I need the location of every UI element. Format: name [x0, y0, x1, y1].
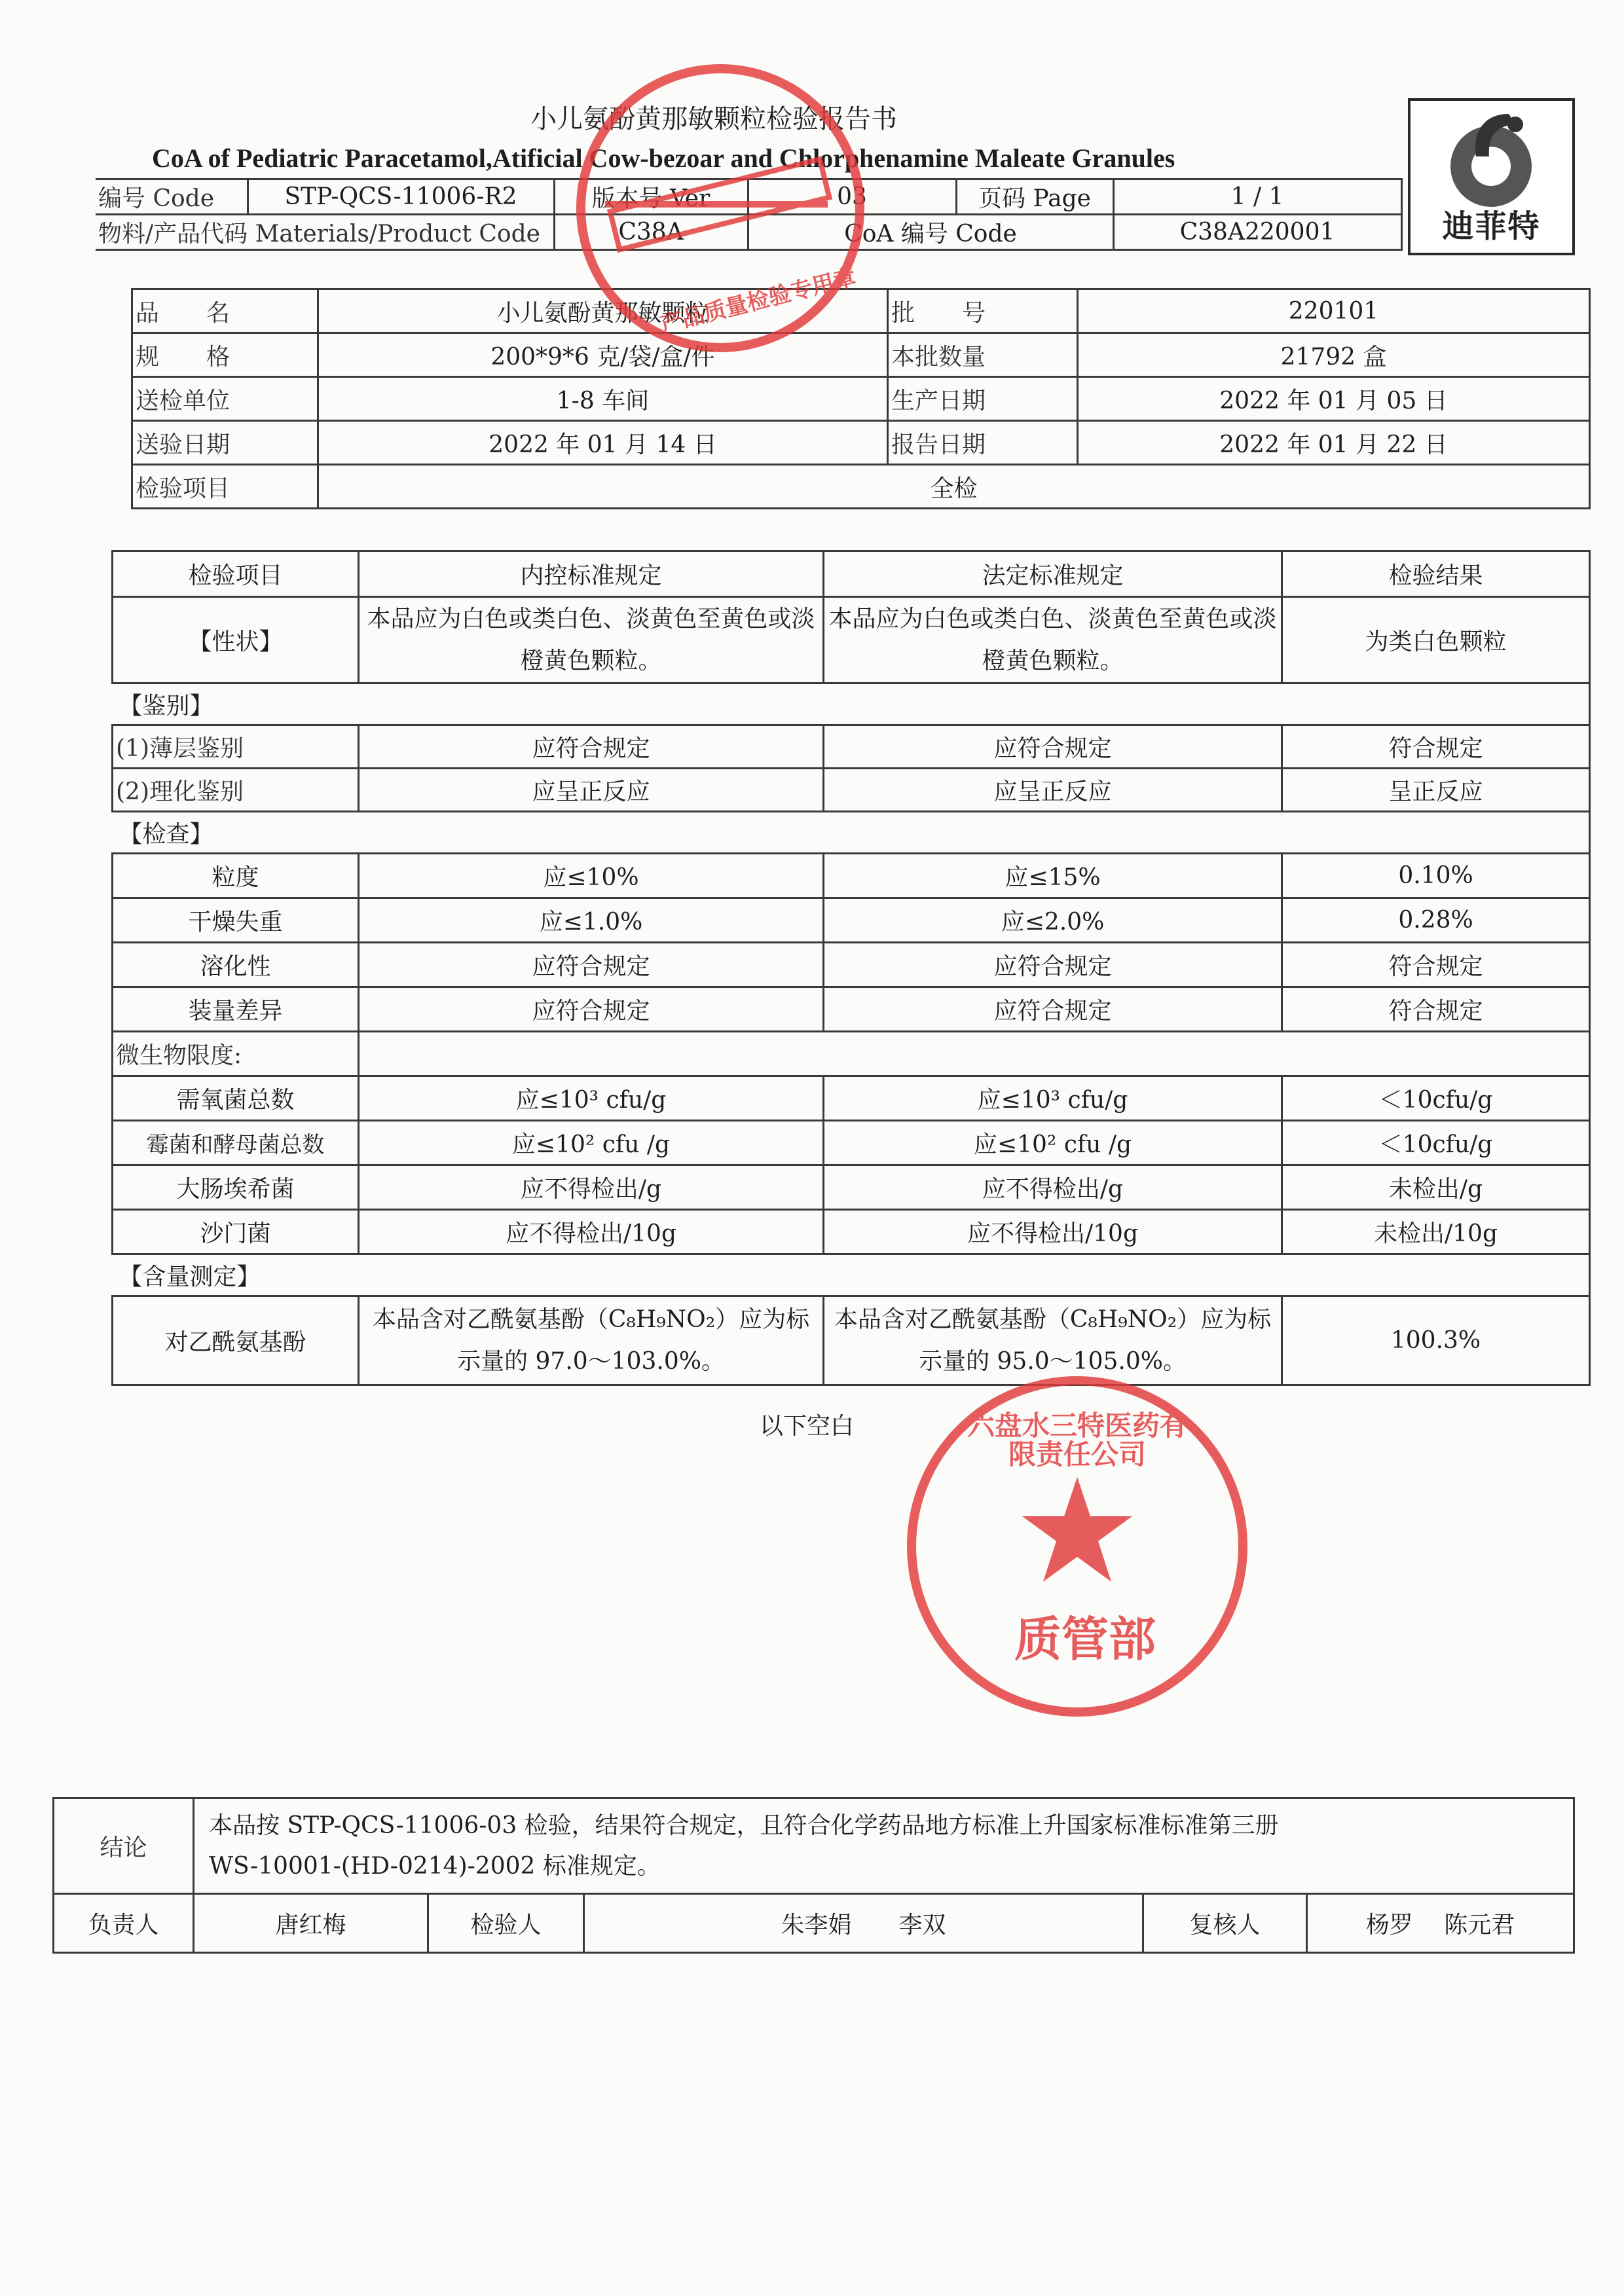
items-label: 检验项目 [132, 465, 318, 509]
logo-mark-icon [1411, 101, 1572, 212]
check-internal: 应≤1.0% [359, 898, 824, 943]
check-legal: 应≤15% [824, 854, 1282, 898]
check-result: 0.28% [1282, 898, 1590, 943]
table-row [113, 1210, 1590, 1254]
check-item: 干燥失重 [113, 898, 359, 943]
check-item: 装量差异 [113, 987, 359, 1032]
responsible-name: 唐红梅 [194, 1894, 428, 1953]
ver-label: 版本号 Ver [554, 179, 748, 215]
table-row [113, 898, 1590, 943]
company-logo [1408, 98, 1575, 255]
identify-item: (1)薄层鉴别 [113, 725, 359, 769]
qty-value: 21792 盒 [1078, 333, 1590, 377]
coa-label: CoA 编号 Code [748, 215, 1113, 250]
reviewer-label: 复核人 [1143, 1894, 1307, 1953]
table-row [113, 1076, 1590, 1121]
company-seal-arc-text: 六盘水三特医药有限责任公司 [967, 1410, 1187, 1470]
micro-internal: 应≤10² cfu /g [359, 1121, 824, 1165]
conclusion-label: 结论 [54, 1798, 194, 1894]
col-header-result: 检验结果 [1282, 551, 1590, 597]
reviewer-names: 杨罗 陈元君 [1307, 1894, 1574, 1953]
code-label: 编号 Code [96, 179, 248, 215]
micro-legal: 应不得检出/g [824, 1165, 1282, 1210]
prod-date-label: 生产日期 [888, 377, 1078, 421]
micro-legal: 应≤10² cfu /g [824, 1121, 1282, 1165]
appearance-internal: 本品应为白色或类白色、淡黄色至黄色或淡橙黄色颗粒。 [359, 597, 824, 683]
col-header-legal: 法定标准规定 [824, 551, 1282, 597]
micro-internal: 应不得检出/10g [359, 1210, 824, 1254]
items-value: 全检 [318, 465, 1590, 509]
check-legal: 应符合规定 [824, 943, 1282, 987]
blank-note: 以下空白 [760, 1413, 855, 1440]
identify-legal: 应符合规定 [824, 725, 1282, 769]
check-result: 0.10% [1282, 854, 1590, 898]
col-header-internal: 内控标准规定 [359, 551, 824, 597]
table-row [113, 1165, 1590, 1210]
inspector-label: 检验人 [428, 1894, 584, 1953]
send-date-label: 送验日期 [132, 421, 318, 465]
identify-internal: 应呈正反应 [359, 769, 824, 812]
batch-value: 220101 [1078, 289, 1590, 333]
identify-legal: 应呈正反应 [824, 769, 1282, 812]
check-legal: 应符合规定 [824, 987, 1282, 1032]
material-value: C38A [554, 215, 748, 250]
identify-result: 符合规定 [1282, 725, 1590, 769]
micro-internal: 应≤10³ cfu/g [359, 1076, 824, 1121]
results-table [111, 550, 1591, 1386]
unit-label: 送检单位 [132, 377, 318, 421]
batch-label: 批 号 [888, 289, 1078, 333]
micro-result: ＜10cfu/g [1282, 1076, 1590, 1121]
micro-legal: 应≤10³ cfu/g [824, 1076, 1282, 1121]
prod-date-value: 2022 年 01 月 05 日 [1078, 377, 1590, 421]
unit-value: 1-8 车间 [318, 377, 888, 421]
company-seal-stamp [907, 1376, 1247, 1717]
appearance-legal: 本品应为白色或类白色、淡黄色至黄色或淡橙黄色颗粒。 [824, 597, 1282, 683]
spec-value: 200*9*6 克/袋/盒/件 [318, 333, 888, 377]
assay-result: 100.3% [1282, 1296, 1590, 1385]
responsible-label: 负责人 [54, 1894, 194, 1953]
check-internal: 应符合规定 [359, 987, 824, 1032]
check-item: 溶化性 [113, 943, 359, 987]
page-label: 页码 Page [956, 179, 1113, 215]
product-info-table [131, 288, 1591, 509]
inspection-seal-text: 产品质量检验专用章 [657, 264, 859, 338]
micro-result: ＜10cfu/g [1282, 1121, 1590, 1165]
micro-item: 沙门菌 [113, 1210, 359, 1254]
micro-item: 大肠埃希菌 [113, 1165, 359, 1210]
report-date-value: 2022 年 01 月 22 日 [1078, 421, 1590, 465]
col-header-item: 检验项目 [113, 551, 359, 597]
conclusion-text [194, 1798, 1574, 1894]
page-value: 1 / 1 [1113, 179, 1401, 215]
table-row [113, 725, 1590, 769]
appearance-label: 【性状】 [113, 597, 359, 683]
micro-item: 霉菌和酵母菌总数 [113, 1121, 359, 1165]
send-date-value: 2022 年 01 月 14 日 [318, 421, 888, 465]
micro-legal: 应不得检出/10g [824, 1210, 1282, 1254]
conclusion-table [52, 1797, 1575, 1954]
check-internal: 应符合规定 [359, 943, 824, 987]
product-name-label: 品 名 [132, 289, 318, 333]
document-title-cn: 小儿氨酚黄那敏颗粒检验报告书 [530, 104, 897, 134]
micro-result: 未检出/10g [1282, 1210, 1590, 1254]
report-date-label: 报告日期 [888, 421, 1078, 465]
document-title-en: CoA of Pediatric Paracetamol,Atificial Cow-bezoar and Chlorphenamine Maleate Granules [152, 143, 1175, 173]
micro-label: 微生物限度: [113, 1032, 359, 1076]
table-row [113, 1296, 1590, 1385]
assay-item: 对乙酰氨基酚 [113, 1296, 359, 1385]
micro-empty [359, 1032, 1590, 1076]
qty-label: 本批数量 [888, 333, 1078, 377]
identify-item: (2)理化鉴别 [113, 769, 359, 812]
code-value: STP-QCS-11006-R2 [248, 179, 554, 215]
micro-result: 未检出/g [1282, 1165, 1590, 1210]
company-seal-dept: 质管部 [1014, 1612, 1156, 1667]
micro-item: 需氧菌总数 [113, 1076, 359, 1121]
check-internal: 应≤10% [359, 854, 824, 898]
table-row [113, 854, 1590, 898]
table-row [113, 1121, 1590, 1165]
spec-label: 规 格 [132, 333, 318, 377]
section-assay: 【含量测定】 [113, 1254, 1590, 1296]
table-row [113, 769, 1590, 812]
conclusion-line-1: 本品按 STP-QCS-11006-03 检验，结果符合规定，且符合化学药品地方标准上升国家标准标准第三册 [209, 1812, 1279, 1839]
check-result: 符合规定 [1282, 987, 1590, 1032]
identify-result: 呈正反应 [1282, 769, 1590, 812]
appearance-result: 为类白色颗粒 [1282, 597, 1590, 683]
logo-text: 迪菲特 [1442, 208, 1541, 245]
section-identify: 【鉴别】 [113, 683, 1590, 725]
assay-legal: 本品含对乙酰氨基酚（C₈H₉NO₂）应为标示量的 95.0～105.0%。 [824, 1296, 1282, 1385]
inspection-seal-stamp [576, 64, 864, 352]
table-row [113, 943, 1590, 987]
inspector-names: 朱李娟 李双 [584, 1894, 1143, 1953]
table-row [113, 987, 1590, 1032]
check-result: 符合规定 [1282, 943, 1590, 987]
assay-internal: 本品含对乙酰氨基酚（C₈H₉NO₂）应为标示量的 97.0～103.0%。 [359, 1296, 824, 1385]
check-legal: 应≤2.0% [824, 898, 1282, 943]
product-name: 小儿氨酚黄那敏颗粒 [318, 289, 888, 333]
micro-internal: 应不得检出/g [359, 1165, 824, 1210]
check-item: 粒度 [113, 854, 359, 898]
identify-internal: 应符合规定 [359, 725, 824, 769]
section-check: 【检查】 [113, 812, 1590, 854]
material-label: 物料/产品代码 Materials/Product Code [96, 215, 554, 250]
coa-value: C38A220001 [1113, 215, 1401, 250]
ver-value: 03 [748, 179, 956, 215]
conclusion-line-2: WS-10001-(HD-0214)-2002 标准规定。 [209, 1852, 661, 1880]
